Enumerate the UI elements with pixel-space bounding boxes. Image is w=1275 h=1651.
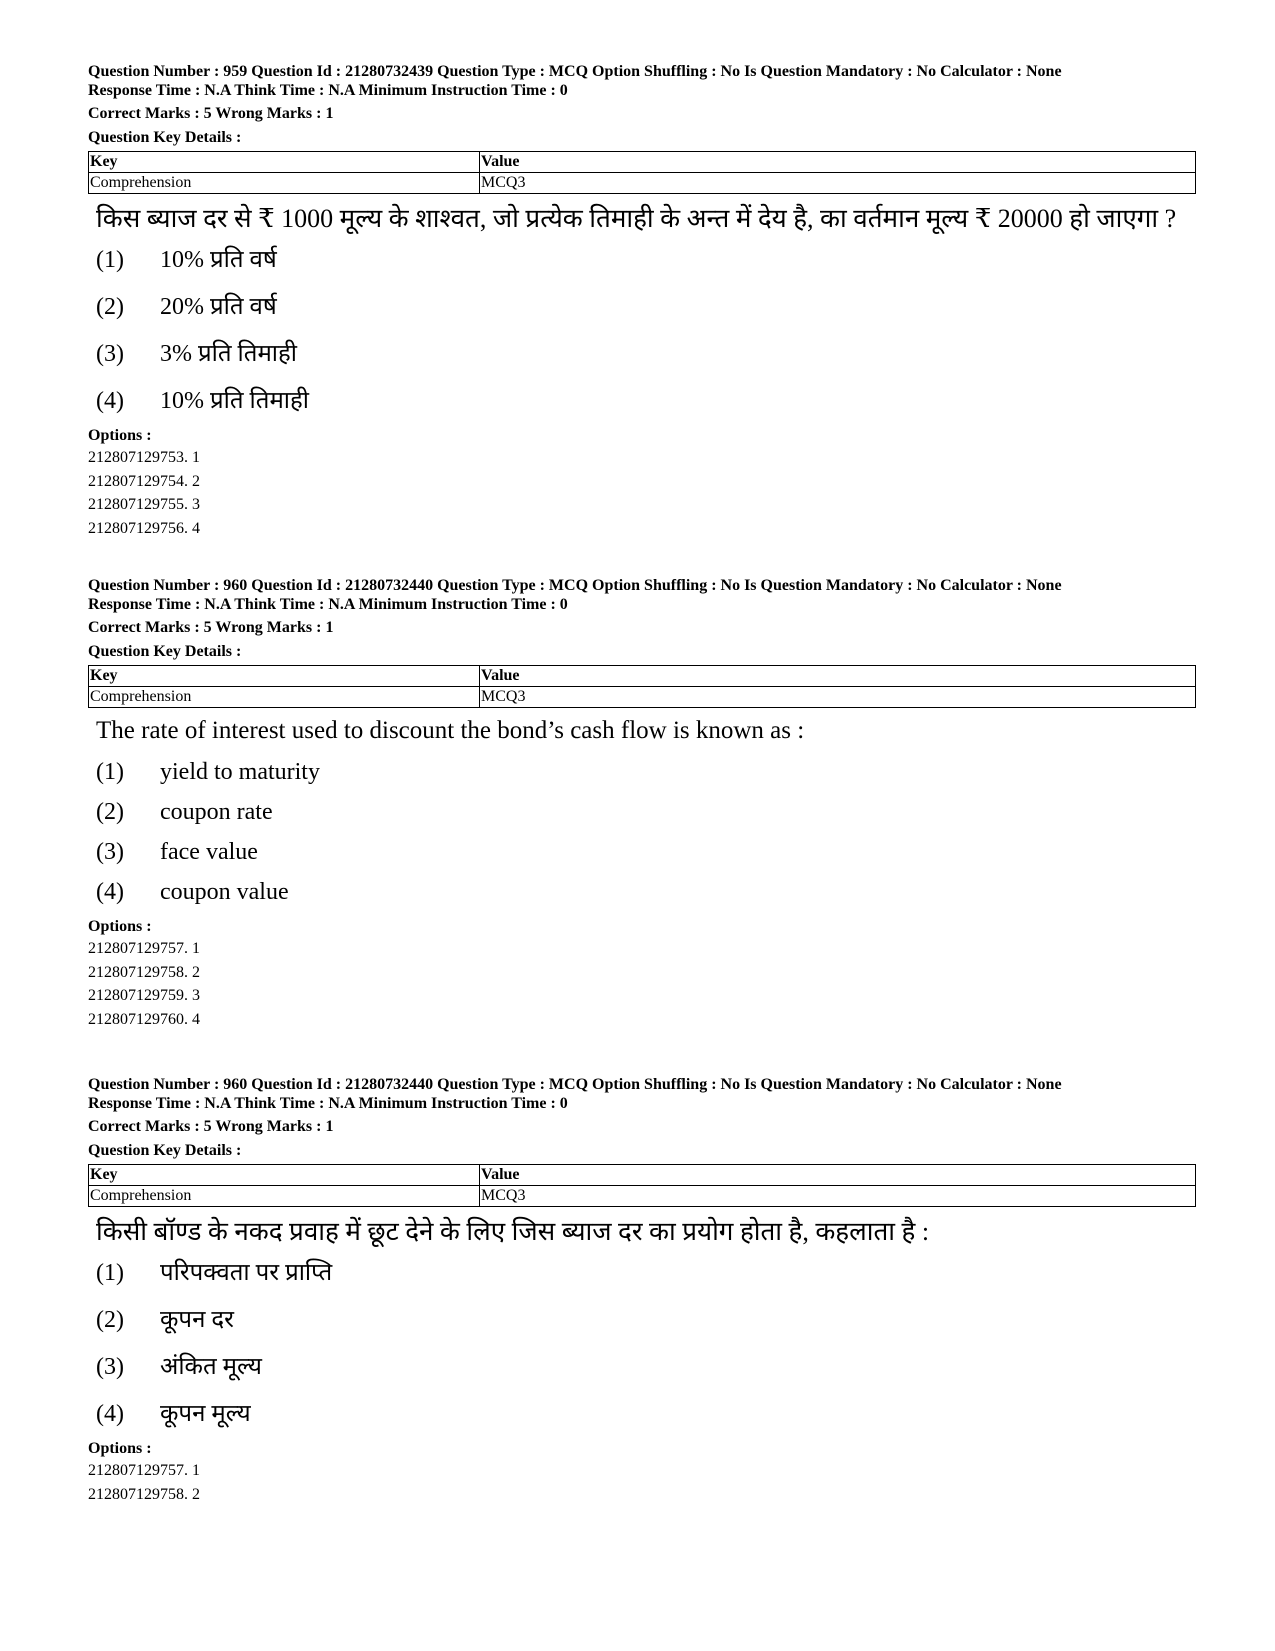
table-header-value: Value	[480, 152, 1196, 173]
option-id: 212807129757. 1	[88, 1462, 200, 1479]
choice-item	[88, 1258, 1188, 1288]
choice-number: (4)	[96, 388, 124, 414]
choice-number: (3)	[96, 839, 124, 865]
choice-item	[88, 1352, 1188, 1382]
key-details-label: Question Key Details :	[88, 1142, 242, 1159]
marks-line: Correct Marks : 5 Wrong Marks : 1	[88, 619, 334, 636]
key-details-table	[88, 665, 1196, 708]
question-meta-line2: Response Time : N.A Think Time : N.A Minimum Instruction Time : 0	[88, 1095, 568, 1112]
options-label: Options :	[88, 918, 152, 935]
choice-item	[88, 386, 1188, 416]
table-header-key: Key	[89, 666, 480, 687]
table-header-row	[89, 152, 1196, 173]
option-id: 212807129760. 4	[88, 1010, 200, 1028]
choice-number: (2)	[96, 1307, 124, 1333]
options-label: Options :	[88, 427, 152, 444]
key-details-label: Question Key Details :	[88, 129, 242, 146]
choice-item	[88, 877, 1188, 907]
choice-text: 20% प्रति वर्ष	[160, 294, 277, 320]
table-header-key: Key	[89, 152, 480, 173]
choice-text: कूपन मूल्य	[160, 1401, 251, 1427]
choice-text: 10% प्रति वर्ष	[160, 247, 277, 273]
option-id: 212807129758. 2	[88, 1485, 200, 1503]
question-block-960-en	[88, 576, 1188, 1031]
option-id: 212807129755. 3	[88, 496, 200, 513]
question-meta-line1: Question Number : 959 Question Id : 21280732439 Question Type : MCQ Option Shuffling : No Is Question Mandatory : No Calculator : None	[88, 63, 1062, 80]
table-cell-value: MCQ3	[480, 687, 1196, 708]
choice-text: face value	[160, 839, 258, 865]
marks-line: Correct Marks : 5 Wrong Marks : 1	[88, 1118, 334, 1135]
choice-text: 10% प्रति तिमाही	[160, 388, 309, 414]
choice-text: 3% प्रति तिमाही	[160, 341, 297, 367]
option-id: 212807129759. 3	[88, 987, 200, 1004]
choice-number: (3)	[96, 341, 124, 367]
option-id: 212807129757. 1	[88, 940, 200, 957]
choice-item	[88, 1399, 1188, 1429]
marks-line: Correct Marks : 5 Wrong Marks : 1	[88, 105, 334, 122]
question-meta-line1: Question Number : 960 Question Id : 21280732440 Question Type : MCQ Option Shuffling : No Is Question Mandatory : No Calculator : None	[88, 577, 1062, 594]
table-cell-key: Comprehension	[89, 1186, 480, 1207]
choice-text: yield to maturity	[160, 759, 320, 785]
choice-number: (1)	[96, 1260, 124, 1286]
table-header-key: Key	[89, 1165, 480, 1186]
choice-item	[88, 1305, 1188, 1335]
choice-text: coupon rate	[160, 799, 273, 825]
table-header-row	[89, 1165, 1196, 1186]
question-text: The rate of interest used to discount the bond’s cash flow is known as :	[96, 717, 805, 744]
option-id: 212807129753. 1	[88, 449, 200, 466]
table-row	[89, 687, 1196, 708]
choice-text: कूपन दर	[160, 1307, 234, 1333]
choice-item	[88, 339, 1188, 369]
key-details-table	[88, 151, 1196, 194]
choice-number: (4)	[96, 879, 124, 905]
choice-item	[88, 837, 1188, 867]
question-block-960-hi	[88, 1075, 1188, 1506]
table-cell-key: Comprehension	[89, 173, 480, 194]
choice-number: (2)	[96, 294, 124, 320]
question-meta-line1: Question Number : 960 Question Id : 21280732440 Question Type : MCQ Option Shuffling : No Is Question Mandatory : No Calculator : None	[88, 1076, 1062, 1093]
table-header-value: Value	[480, 666, 1196, 687]
choice-number: (4)	[96, 1401, 124, 1427]
table-cell-value: MCQ3	[480, 173, 1196, 194]
choice-number: (2)	[96, 799, 124, 825]
option-id: 212807129756. 4	[88, 519, 200, 537]
question-text: किसी बॉण्ड के नकद प्रवाह में छूट देने के लिए जिस ब्याज दर का प्रयोग होता है, कहलाता है :	[96, 1217, 930, 1246]
table-header-value: Value	[480, 1165, 1196, 1186]
choice-list	[88, 1258, 1188, 1429]
table-cell-value: MCQ3	[480, 1186, 1196, 1207]
choice-text: परिपक्वता पर प्राप्ति	[160, 1260, 333, 1286]
options-label: Options :	[88, 1440, 152, 1457]
table-row	[89, 173, 1196, 194]
choice-list	[88, 245, 1188, 416]
choice-number: (1)	[96, 759, 124, 785]
choice-text: अंकित मूल्य	[160, 1354, 262, 1380]
option-id: 212807129758. 2	[88, 963, 200, 981]
choice-item	[88, 797, 1188, 827]
key-details-table	[88, 1164, 1196, 1207]
choice-item	[88, 757, 1188, 787]
key-details-label: Question Key Details :	[88, 643, 242, 660]
table-row	[89, 1186, 1196, 1207]
option-id: 212807129754. 2	[88, 472, 200, 490]
question-meta-line2: Response Time : N.A Think Time : N.A Minimum Instruction Time : 0	[88, 596, 568, 613]
choice-number: (1)	[96, 247, 124, 273]
choice-text: coupon value	[160, 879, 289, 905]
question-block-959	[88, 62, 1188, 540]
question-text: किस ब्याज दर से ₹ 1000 मूल्य के शाश्वत, जो प्रत्येक तिमाही के अन्त में देय है, का वर्तमान मूल्य ₹ 20000 हो जाएगा ?	[96, 204, 1177, 233]
question-meta-line2: Response Time : N.A Think Time : N.A Minimum Instruction Time : 0	[88, 82, 568, 99]
choice-item	[88, 292, 1188, 322]
choice-number: (3)	[96, 1354, 124, 1380]
table-header-row	[89, 666, 1196, 687]
choice-item	[88, 245, 1188, 275]
choice-list	[88, 757, 1188, 907]
table-cell-key: Comprehension	[89, 687, 480, 708]
